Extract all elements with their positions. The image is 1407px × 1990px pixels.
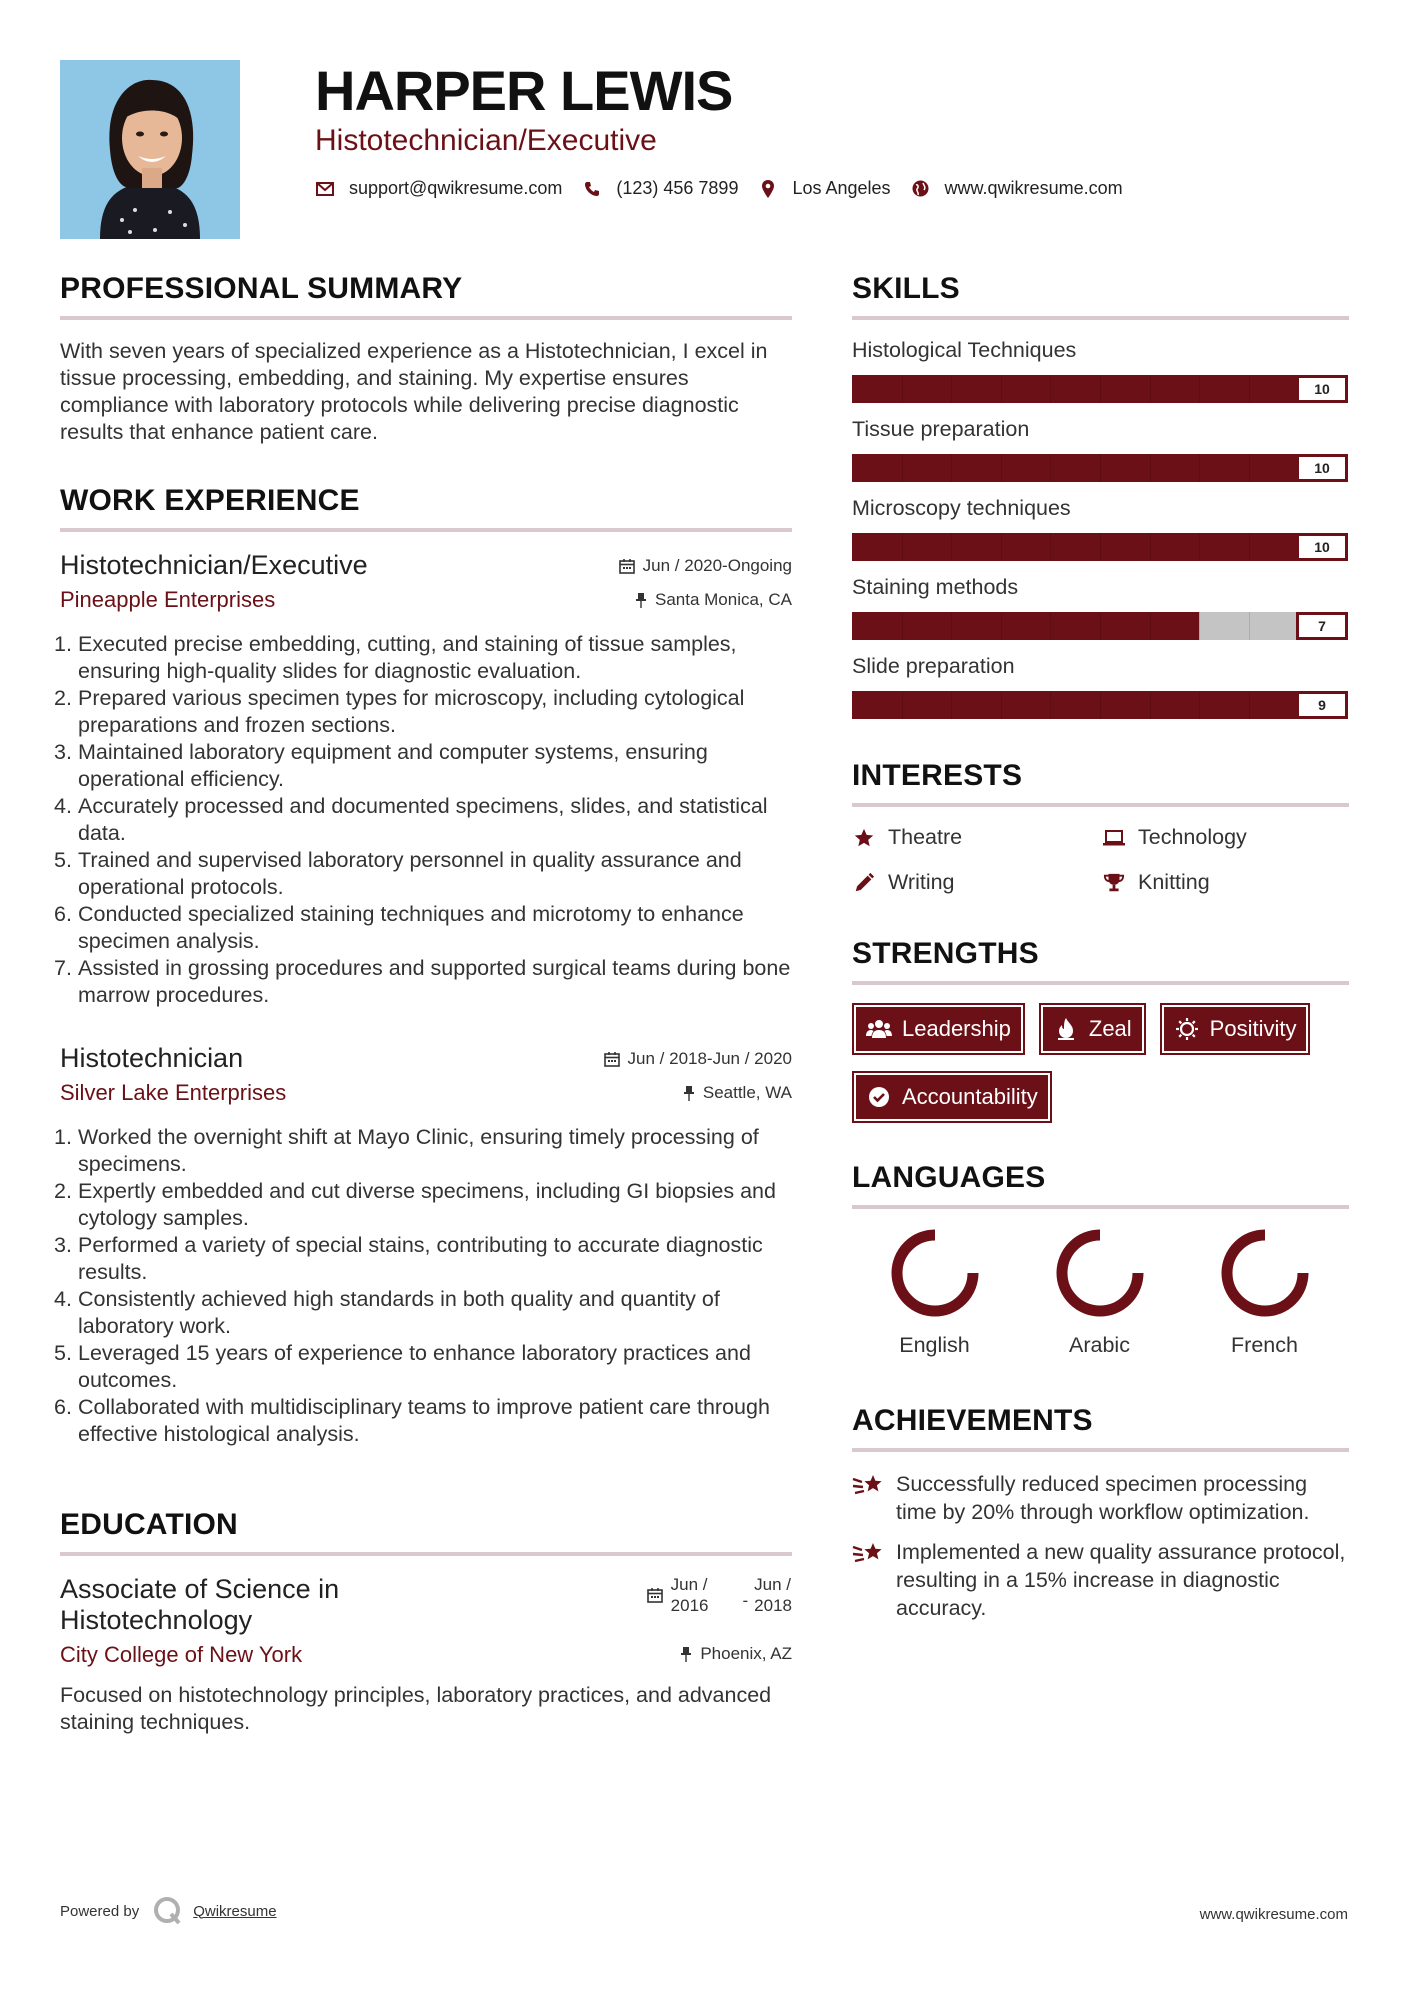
left-column [54, 272, 792, 1736]
qwikresume-logo-icon [153, 1896, 183, 1926]
strength-chip [1039, 1003, 1146, 1055]
job-dates: Jun / 2018-Jun / 2020 [627, 1049, 792, 1068]
skill-score: 7 [1296, 612, 1348, 640]
duty-item: 3. Maintained laboratory equipment and computer systems, ensuring operational efficiency. [54, 740, 708, 791]
job-duties [54, 1124, 792, 1448]
skill-bar-segment [951, 691, 952, 719]
language-ring [1054, 1227, 1146, 1319]
globe-icon [911, 179, 931, 199]
skill-name: Slide preparation [852, 654, 1015, 678]
contact-email[interactable]: support@qwikresume.com [349, 178, 563, 198]
skill-bar-segment [1249, 454, 1250, 482]
summary-text: With seven years of specialized experience as a Histotechnician, I excel in tissue processing, embedding, and staining. My expertise ensures compliance with laboratory protocols while delivering precise diagnostic results that enhance patient care. [60, 339, 768, 444]
strengths-heading: STRENGTHS [852, 937, 1349, 985]
contact-location: Los Angeles [792, 178, 891, 198]
skill-bar-segment [1199, 612, 1200, 640]
duty-item: 6. Conducted specialized staining techniques and microtomy to enhance specimen analysis. [54, 902, 744, 953]
interest-item [852, 825, 1102, 850]
skill-bar [852, 612, 1348, 640]
language-label: Arabic [1069, 1333, 1130, 1357]
job-dates: Jun / 2020-Ongoing [642, 556, 792, 575]
skill-bar-segment [1001, 375, 1002, 403]
skill-item [852, 496, 1349, 561]
profile-photo [60, 60, 240, 239]
edu-date-dash: - [742, 1591, 749, 1610]
skill-bar-segment [1050, 612, 1051, 640]
strength-label: Accountability [902, 1084, 1038, 1109]
achievement-text: Successfully reduced specimen processing time by 20% through workflow optimization. [896, 1472, 1310, 1524]
strength-chip [852, 1071, 1052, 1123]
interest-label: Knitting [1138, 870, 1210, 894]
shooting-star-icon [852, 1470, 886, 1500]
skill-bar-segment [1249, 612, 1250, 640]
skill-score: 9 [1296, 691, 1348, 719]
duty-item: 4. Accurately processed and documented specimens, slides, and statistical data. [54, 794, 768, 845]
laptop-icon [1102, 826, 1126, 850]
strength-label: Zeal [1088, 1016, 1132, 1041]
calendar-icon [619, 558, 635, 574]
education-description: Focused on histotechnology principles, laboratory practices, and advanced staining techniques. [60, 1683, 772, 1734]
footer-brand-link[interactable]: Qwikresume [193, 1902, 277, 1920]
skill-bar-segment [1199, 691, 1200, 719]
degree-line-2: Histotechnology [60, 1605, 253, 1635]
interest-label: Writing [888, 870, 955, 894]
skill-bar-segment [1199, 533, 1200, 561]
skill-bar-segment [1249, 691, 1250, 719]
skill-bar-segment [1199, 454, 1200, 482]
skill-bar-segment [1050, 691, 1051, 719]
skill-bar-segment [902, 691, 903, 719]
duty-item: 5. Trained and supervised laboratory personnel in quality assurance and operational protocols. [54, 848, 742, 899]
skill-bar-segment [1150, 454, 1151, 482]
skill-item [852, 338, 1349, 403]
language-ring [889, 1227, 981, 1319]
achievement-text: Implemented a new quality assurance protocol, resulting in a 15% increase in diagnostic accuracy. [896, 1540, 1346, 1620]
skill-bar-segment [1249, 375, 1250, 403]
skill-bar [852, 454, 1348, 482]
contact-website[interactable]: www.qwikresume.com [944, 178, 1123, 198]
skill-bar-segment [1199, 375, 1200, 403]
skills-list [852, 338, 1349, 719]
degree-line-1: Associate of Science in [60, 1574, 340, 1604]
skill-bar [852, 375, 1348, 403]
achievement-item [852, 1470, 1349, 1526]
skill-name: Staining methods [852, 575, 1019, 599]
skill-bar-segment [1150, 612, 1151, 640]
shooting-star-icon [852, 1538, 886, 1568]
interests-list [852, 825, 1349, 895]
footer-powered-by [60, 1896, 277, 1926]
pushpin-icon [680, 1646, 692, 1662]
duty-item: 7. Assisted in grossing procedures and supported surgical teams during bone marrow procedures. [54, 956, 791, 1007]
calendar-icon [647, 1587, 663, 1603]
skill-name: Microscopy techniques [852, 496, 1071, 520]
skill-bar-segment [951, 612, 952, 640]
skill-bar [852, 533, 1348, 561]
skill-bar-segment [902, 375, 903, 403]
skill-bar-segment [1100, 454, 1101, 482]
skill-bar-segment [1150, 533, 1151, 561]
skill-bar-segment [1249, 533, 1250, 561]
skill-bar-segment [1001, 454, 1002, 482]
job-title: Histotechnician/Executive [60, 550, 368, 580]
users-icon [866, 1016, 892, 1042]
strengths-list [852, 1003, 1349, 1123]
envelope-icon [315, 179, 335, 199]
skill-bar-segment [1001, 533, 1002, 561]
fire-icon [1053, 1016, 1079, 1042]
skill-item [852, 575, 1349, 640]
achievements-list [852, 1470, 1349, 1622]
edu-start-month: Jun / [670, 1575, 708, 1594]
summary-heading: PROFESSIONAL SUMMARY [60, 272, 792, 320]
duty-item: 2. Expertly embedded and cut diverse specimens, including GI biopsies and cytology samples. [54, 1179, 776, 1230]
interest-item [1102, 825, 1352, 850]
skill-bar-segment [1050, 454, 1051, 482]
skill-bar-segment [1050, 533, 1051, 561]
sun-icon [1174, 1016, 1200, 1042]
duty-item: 6. Collaborated with multidisciplinary teams to improve patient care through effective histological analysis. [54, 1395, 770, 1446]
skill-bar-segment [1100, 612, 1101, 640]
edu-start-year: 2016 [670, 1596, 709, 1615]
interest-item [852, 870, 1102, 895]
school-name: City College of New York [60, 1642, 303, 1667]
skill-bar [852, 691, 1348, 719]
skill-item [852, 654, 1349, 719]
skill-bar-segment [951, 454, 952, 482]
languages-list [852, 1227, 1349, 1358]
duty-item: 1. Worked the overnight shift at Mayo Clinic, ensuring timely processing of specimens. [54, 1125, 759, 1176]
pushpin-icon [635, 592, 647, 608]
skill-score: 10 [1296, 454, 1348, 482]
duty-item: 5. Leveraged 15 years of experience to enhance laboratory practices and outcomes. [54, 1341, 751, 1392]
languages-heading: LANGUAGES [852, 1161, 1349, 1209]
skill-bar-segment [1100, 533, 1101, 561]
skill-bar-segment [1001, 612, 1002, 640]
skill-bar-fill [852, 612, 1199, 640]
skill-bar-segment [1150, 691, 1151, 719]
contact-phone[interactable]: (123) 456 7899 [616, 178, 739, 198]
right-column [852, 272, 1349, 1634]
duty-item: 1. Executed precise embedding, cutting, and staining of tissue samples, ensuring high-quality slides for diagnostic evaluation. [54, 632, 737, 683]
job-entry [54, 1043, 792, 1448]
job-title: Histotechnician [60, 1043, 244, 1073]
duty-item: 3. Performed a variety of special stains, contributing to accurate diagnostic results. [54, 1233, 763, 1284]
interest-label: Technology [1138, 825, 1247, 849]
footer-url[interactable]: www.qwikresume.com [1199, 1906, 1348, 1923]
trophy-icon [1102, 871, 1126, 895]
achievement-item [852, 1538, 1349, 1622]
calendar-icon [604, 1051, 620, 1067]
candidate-name: HARPER LEWIS [315, 59, 733, 122]
skill-bar-segment [1150, 375, 1151, 403]
skill-bar-segment [1100, 691, 1101, 719]
interest-label: Theatre [888, 825, 963, 849]
skill-bar-segment [902, 612, 903, 640]
language-item [1017, 1227, 1182, 1358]
job-location: Santa Monica, CA [654, 590, 792, 609]
language-item [1182, 1227, 1347, 1358]
edu-end-year: 2018 [754, 1596, 792, 1615]
skill-bar-segment [1100, 375, 1101, 403]
strength-chip [1160, 1003, 1311, 1055]
job-entry [54, 550, 792, 1009]
candidate-title: Histotechnician/Executive [315, 124, 657, 157]
interests-heading: INTERESTS [852, 759, 1349, 807]
job-duties [54, 631, 792, 1009]
skill-score: 10 [1296, 375, 1348, 403]
map-pin-icon [758, 179, 778, 199]
edu-end-month: Jun / [754, 1575, 792, 1594]
skills-heading: SKILLS [852, 272, 1349, 320]
language-ring [1219, 1227, 1311, 1319]
language-label: French [1231, 1333, 1298, 1357]
skill-score: 10 [1296, 533, 1348, 561]
skill-bar-segment [902, 533, 903, 561]
strength-label: Leadership [902, 1016, 1011, 1041]
skill-bar-segment [1050, 375, 1051, 403]
duty-item: 4. Consistently achieved high standards in both quality and quantity of laboratory work. [54, 1287, 720, 1338]
strength-chip [852, 1003, 1025, 1055]
pencil-icon [852, 871, 876, 895]
strength-label: Positivity [1209, 1016, 1297, 1041]
phone-icon [582, 179, 602, 199]
education-heading: EDUCATION [60, 1508, 792, 1556]
check-circle-icon [866, 1084, 892, 1110]
job-company: Silver Lake Enterprises [60, 1080, 287, 1105]
language-label: English [899, 1333, 970, 1357]
skill-bar-segment [951, 375, 952, 403]
contact-bar [315, 178, 1143, 199]
experience-heading: WORK EXPERIENCE [60, 484, 792, 532]
duty-item: 2. Prepared various specimen types for microscopy, including cytological preparations and frozen sections. [54, 686, 745, 737]
education-entry [60, 1574, 792, 1736]
job-company: Pineapple Enterprises [60, 587, 276, 612]
skill-item [852, 417, 1349, 482]
pushpin-icon [683, 1085, 695, 1101]
language-item [852, 1227, 1017, 1358]
achievements-heading: ACHIEVEMENTS [852, 1404, 1349, 1452]
skill-bar-segment [902, 454, 903, 482]
edu-location: Phoenix, AZ [700, 1644, 792, 1663]
star-icon [852, 826, 876, 850]
powered-by-label: Powered by [60, 1902, 140, 1920]
skill-name: Tissue preparation [852, 417, 1030, 441]
skill-bar-fill [852, 691, 1298, 719]
interest-item [1102, 870, 1352, 895]
skill-bar-segment [951, 533, 952, 561]
skill-name: Histological Techniques [852, 338, 1077, 362]
skill-bar-segment [1001, 691, 1002, 719]
job-location: Seattle, WA [702, 1083, 792, 1102]
